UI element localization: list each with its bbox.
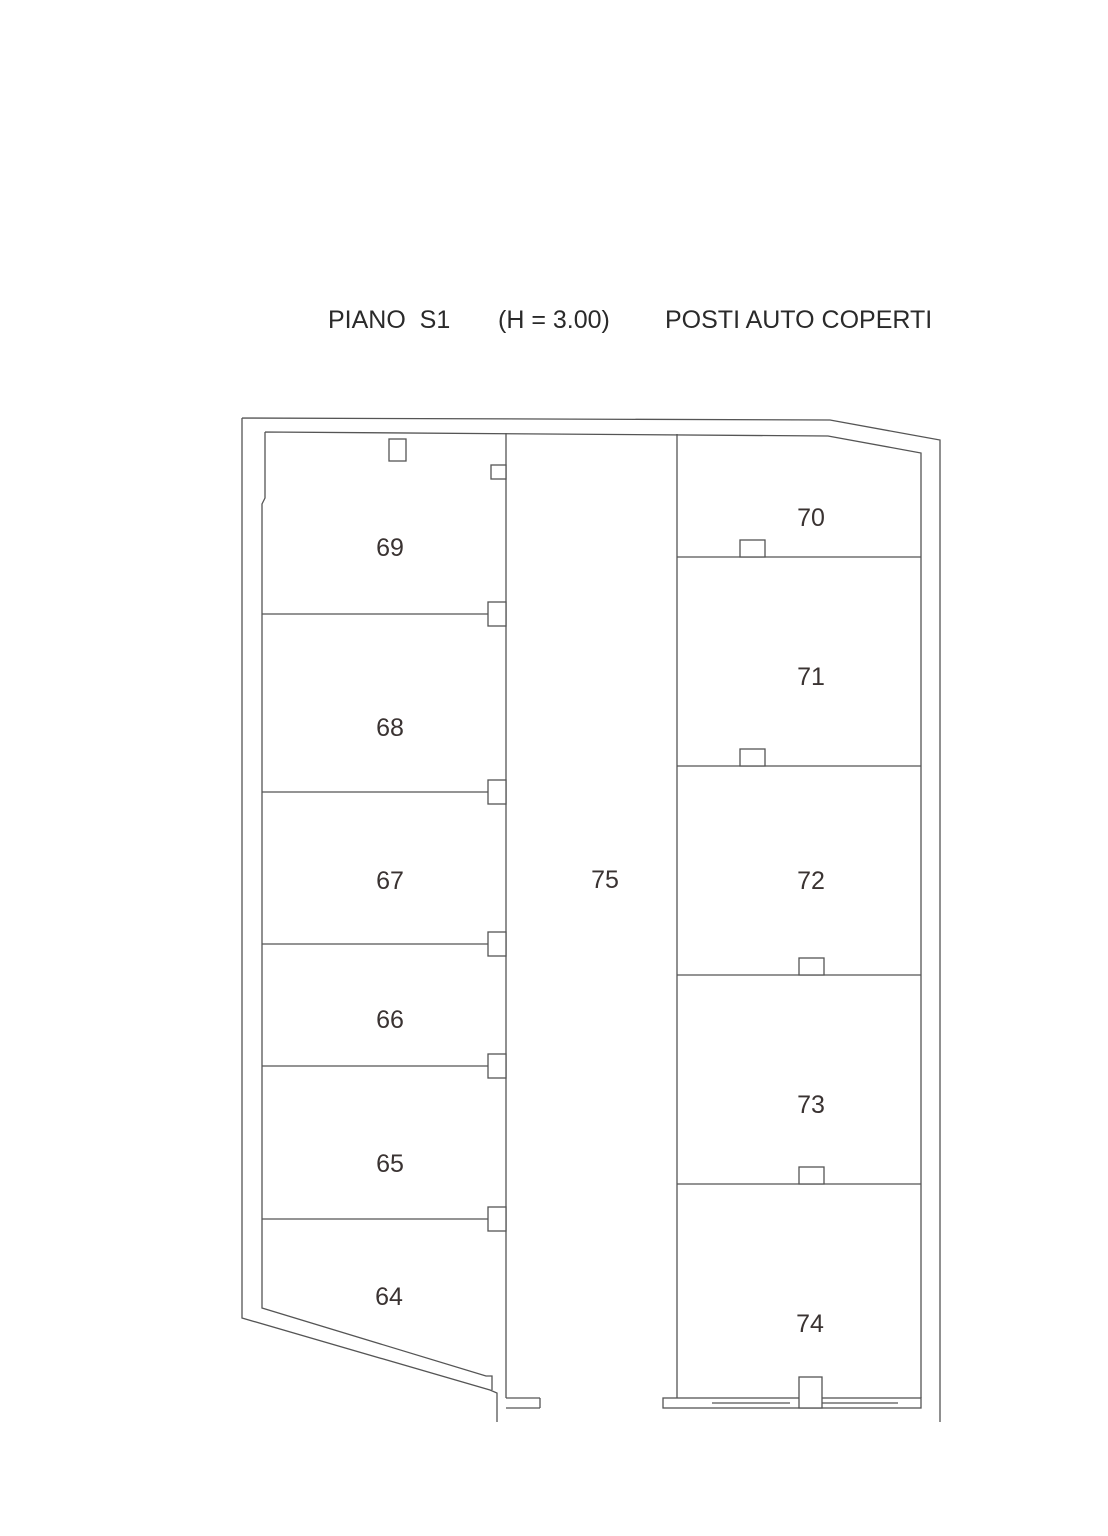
space-68: 68 [376,714,404,742]
space-66: 66 [376,1006,404,1034]
space-72: 72 [797,867,825,895]
pillar [740,540,765,557]
floor-label: PIANO S1 [328,306,451,334]
pillar [389,439,406,461]
pillar [799,958,824,975]
space-71: 71 [797,663,825,691]
space-67: 67 [376,867,404,895]
pillar [488,780,506,804]
space-73: 73 [797,1091,825,1119]
pillar [488,1207,506,1231]
pillar [799,1377,822,1408]
pillar [799,1167,824,1184]
space-64: 64 [375,1283,403,1311]
pillar [488,1054,506,1078]
pillar [488,602,506,626]
outer-wall [242,418,940,1422]
pillar [740,749,765,766]
inner-wall [262,432,921,1398]
space-74: 74 [796,1310,824,1338]
space-69: 69 [376,534,404,562]
description-label: POSTI AUTO COPERTI [665,306,933,334]
pillar [491,465,506,479]
space-70: 70 [797,504,825,532]
space-75: 75 [591,866,619,894]
height-label: (H = 3.00) [498,306,610,334]
pillar [488,932,506,956]
space-65: 65 [376,1150,404,1178]
